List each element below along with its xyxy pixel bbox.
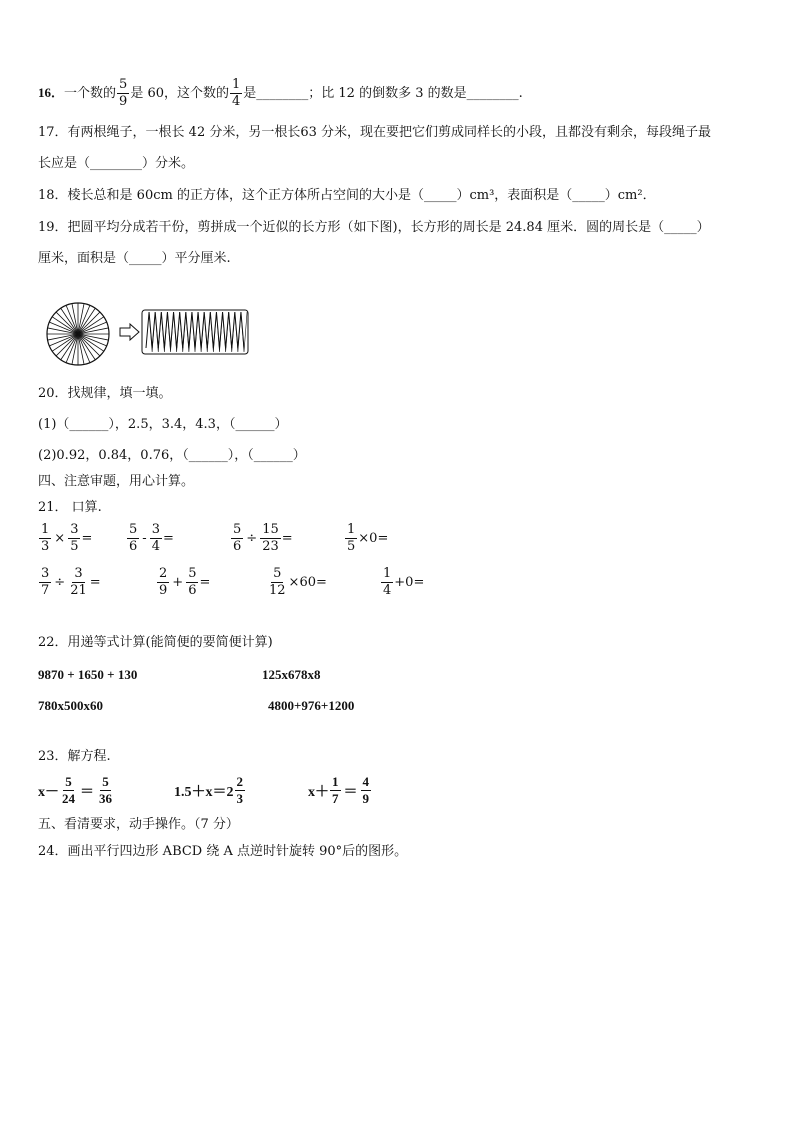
calc-item: $\frac{1}{5}$ ×0=	[347, 522, 389, 554]
question-20-line-1: (1)（______），2.5，3.4，4.3，（______）	[38, 417, 288, 432]
question-number: 16．	[38, 85, 65, 100]
expression-4: 4800+976+1200	[268, 698, 355, 713]
equation-3: x＋ $\frac{1}{7}$ ＝ $\frac{4}{9}$	[308, 774, 369, 806]
question-17-line-1: 17．有两根绳子，一根长 42 分米，另一根长63 分米，现在要把它们剪成同样长的小段，且都没有剩余，每段绳子最	[38, 125, 712, 140]
fraction: $\frac{1}{4}$	[232, 77, 241, 109]
calc-item: $\frac{1}{3}$ × $\frac{3}{5}$ =	[41, 522, 93, 554]
calc-item: $\frac{2}{9}$ + $\frac{5}{6}$ =	[159, 566, 211, 598]
calc-item: $\frac{1}{4}$ +0=	[383, 566, 425, 598]
arrow-icon	[120, 324, 139, 340]
question-20-line-2: (2)0.92，0.84，0.76，（______），（______）	[38, 448, 306, 463]
calc-item: $\frac{5}{6}$ - $\frac{3}{4}$ =	[129, 522, 174, 554]
calc-item: $\frac{5}{12}$ ×60=	[269, 566, 327, 598]
section-5-heading: 五、看清要求，动手操作。（7 分）	[38, 817, 239, 832]
question-18: 18．棱长总和是 60cm 的正方体，这个正方体所占空间的大小是（_____）cm³，表面积是（_____）cm²．	[38, 188, 656, 203]
question-17-line-2: 长应是（________）分米。	[38, 156, 195, 171]
calc-item: $\frac{5}{6}$ ÷ $\frac{15}{23}$ =	[233, 522, 293, 554]
question-21-title: 21． 口算.	[38, 500, 102, 515]
question-24: 24．画出平行四边形 ABCD 绕 A 点逆时针旋转 90°后的图形。	[38, 844, 408, 859]
question-16: 16．一个数的 $\frac{5}{9}$ 是 60，这个数的 $\frac{1}{4}$ 是________；比 12 的倒数多 3 的数是________.	[38, 77, 523, 109]
question-20-title: 20．找规律，填一填。	[38, 386, 172, 401]
circle-to-rectangle-figure	[44, 300, 254, 380]
expression-1: 9870 + 1650 + 130	[38, 667, 138, 682]
equation-2: 1.5＋x＝2 $\frac{2}{3}$	[174, 774, 243, 806]
section-4-heading: 四、注意审题，用心计算。	[38, 474, 195, 489]
expression-2: 125x678x8	[262, 667, 321, 682]
question-19-line-1: 19．把圆平均分成若干份，剪拼成一个近似的长方形（如下图)，长方形的周长是 24.84 厘米．圆的周长是（_____）	[38, 220, 710, 235]
fraction: $\frac{5}{9}$	[119, 77, 128, 109]
sectored-circle-icon	[47, 303, 109, 365]
question-23-title: 23．解方程.	[38, 749, 111, 764]
question-22-title: 22．用递等式计算(能简便的要简便计算)	[38, 635, 273, 650]
question-19-line-2: 厘米，面积是（_____）平分厘米.	[38, 251, 231, 266]
equation-1: x－ $\frac{5}{24}$ ＝ $\frac{5}{36}$	[38, 774, 112, 806]
expression-3: 780x500x60	[38, 698, 103, 713]
calc-item: $\frac{3}{7}$ ÷ $\frac{3}{21}$ =	[41, 566, 101, 598]
zigzag-rectangle-icon	[142, 310, 248, 354]
